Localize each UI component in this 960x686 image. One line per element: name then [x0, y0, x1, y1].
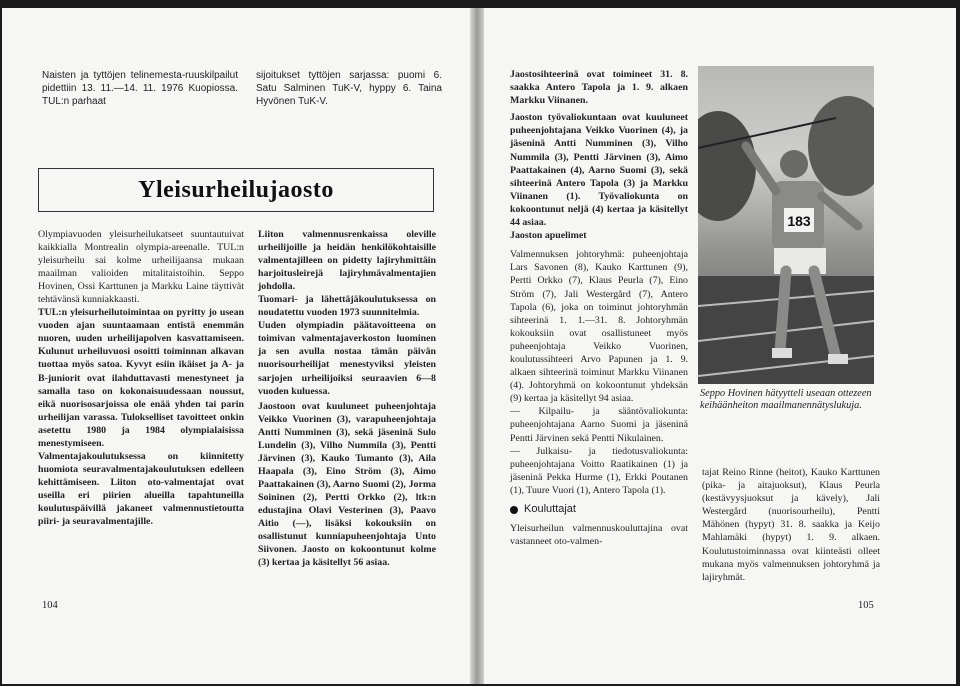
bib-number: 183 [787, 213, 811, 229]
section-heading: Yleisurheilujaosto [138, 176, 334, 203]
paragraph: Tuomari- ja lähettäjäkoulutuksessa on noudatettu vuoden 1973 suunnitelmia. [258, 294, 436, 319]
paragraph: — Kilpailu- ja sääntövaliokunta: puheenjohtajana Aarno Suomi ja jäseninä Pentti Järvinen sekä Pentti Nikulainen. [510, 406, 688, 444]
intro-text-2: sijoitukset tyttöjen sarjassa: puomi 6. Satu Salminen TuK-V, hyppy 6. Taina Hyvönen TuK-V. [256, 70, 442, 107]
javelin-photo [698, 66, 874, 384]
paragraph: — Julkaisu- ja tiedotusvaliokunta: puheenjohtajana Voitto Raatikainen (1) ja jäseninä Pekka Hurme (1), Erkki Poutanen (1), Tuure Vuori (1), Antero Tapola (1). [510, 445, 688, 496]
paragraph: Olympiavuoden yleisurheilukatseet suuntautuivat kaikkialla Montrealin olympia-areenalle. TUL:n yleisurheilu sai kolme urheilijaansa mukaan maailman valioiden mitalitaistoihin. Seppo Hovinen, Ossi Karttunen ja Markku Laine täyttivät tehtävänsä kunniakkaasti. [38, 229, 244, 306]
bullet-icon [510, 506, 518, 514]
paragraph: Valmennuksen johtoryhmä: puheenjohtaja Lars Savonen (8), Kauko Karttunen (9), Pertti Orkko (7), Klaus Peurla (7), Eino Ström (7), Jali Westergård (7), Antero Tapola (6), joka on toiminut johtoryhmän sihteerinä 1. 1.—31. 8. Johtoryhmän kokouksiin ovat osallistuneet myös puheenjohtaja Veikko Vuorinen, koulutussihteeri Arvo Papunen ja 1. 9. alkaen sihteerinä toiminut Markku Viinanen (4). Johtoryhmä on kokoontunut yhdeksän (9) kertaa ja käsitellyt 94 asiaa. [510, 249, 688, 405]
paragraph: Valmentajakoulutuksessa on kiinnitetty huomiota seuravalmentajakoulutuksen edelleen kehittämiseen. Liiton oto-valmentajat ovat useilla eri piirien alueilla tapahtuneilla koulutuspäivillä jakaneet valmennustietoutta piiri- ja seuravalmentajille. [38, 450, 244, 528]
left-column-2 [258, 228, 436, 569]
paragraph: Jaoston työvaliokuntaan ovat kuuluneet puheenjohtajana Veikko Vuorinen (4), ja jäseninä Antti Numminen (3), Vilho Nummila (3), Pentti Järvinen (3), Aimo Paattakainen (4), Aarno Suomi (3), sekä sihteerinä Antero Tapola (3) ja Markku Viinanen (1). Työvaliokunta on kokoontunut neljä (4) kertaa ja käsitellyt 44 asiaa. [510, 112, 688, 229]
paragraph: Uuden olympiadin päätavoitteena on toimivan valmentajaverkoston luominen ja sen avulla nostaa tämän päivän nuorisourheilijat menestyviksi yleisten sarjojen urheilijoiksi seuraavien 6—8 vuoden kuluessa. [258, 320, 436, 397]
subheading: Jaoston apuelimet [510, 230, 587, 242]
kouluttajat-heading [510, 503, 688, 516]
book-spine [470, 8, 484, 684]
paragraph: TUL:n yleisurheilutoimintaa on pyritty jo usean vuoden ajan suuntaamaan entistä enemmän nuoren, uuden urheilijapolven kasvattamiseen. Kulunut urheiluvuosi osoitti toiminnan alkavan tuottaa myös satoa. Kyvyt esiin ikäiset ja A- ja B-juniorit ovat ilahduttavasti menestyneet ja samalla taso on kokonaisuudessaan noussut, eikä nuorisosarjoissa ole enää yhden tai parin urheilijan varassa. Tulokselliset tavoitteet onkin asetettu 1980 ja 1984 olympialaisissa menestymiseen. [38, 307, 244, 449]
page-number-right: 105 [858, 600, 874, 611]
photo-caption: Seppo Hovinen hätyytteli useaan ottezeen keihäänheiton maailmanennätyslukuja. [700, 388, 872, 412]
paragraph: Jaostoon ovat kuuluneet puheenjohtaja Veikko Vuorinen (3), varapuheenjohtaja Antti Numminen (3), sekä jäseninä Sulo Lundelin (3), Vilho Nummila (3), Pentti Järvinen (3), Kauko Tumanto (3), Aila Haapala (3), Eino Ström (3), Aimo Paattakainen (3), Aarno Suomi (2), Jorma Soininen (2), Pertti Orkko (2), ltk:n edustajina Olavi Vesterinen (3), Paavo Aitio (—), lisäksi kokouksiin on osallistunut kunniapuheenjohtaja Unto Siivonen. Jaosto on kokoontunut kolme (3) kertaa ja käsitellyt 56 asiaa. [258, 400, 436, 569]
athlete-illustration [698, 66, 874, 384]
left-top-column-2 [256, 70, 442, 108]
intro-text-1: Naisten ja tyttöjen telinemesta-ruuskilpailut pidettiin 13. 11.—14. 11. 1976 Kuopiossa. TUL:n parhaat [42, 70, 238, 107]
section-heading-box [38, 168, 434, 212]
page-number-left: 104 [42, 600, 58, 611]
paragraph: Liiton valmennusrenkaissa oleville urheilijoille ja heidän henkilökohtaisille valmentajilleen on pidetty lajiryhmittäin harjoitusleirejä lajiryhmävalmentajien johdolla. [258, 229, 436, 293]
paragraph: Yleisurheilun valmennuskouluttajina ovat vastanneet oto-valmen- [510, 523, 688, 548]
bullet-heading-text: Kouluttajat [524, 503, 576, 515]
left-top-column-1 [42, 70, 238, 108]
paragraph: Jaostosihteerinä ovat toimineet 31. 8. saakka Antero Tapola ja 1. 9. alkaen Markku Viinanen. [510, 69, 688, 107]
right-column-2 [702, 466, 880, 584]
left-column-1 [38, 228, 244, 528]
paragraph: tajat Reino Rinne (heitot), Kauko Karttunen (pika- ja aitajuoksut), Klaus Peurla (kestävyysjuoksut ja kävely), Jali Westergård (nuorisourheilu), Pentti Mähönen (hypyt) 31. 8. saakka ja Keijo Mahlamäki (hypyt) 1. 9. alkaen. Koulutustoiminnassa ovat kiinteästi olleet mukana myös valmennuksen johtoryhmä ja lajiryhmät. [702, 467, 880, 583]
right-column-1 [510, 68, 688, 548]
